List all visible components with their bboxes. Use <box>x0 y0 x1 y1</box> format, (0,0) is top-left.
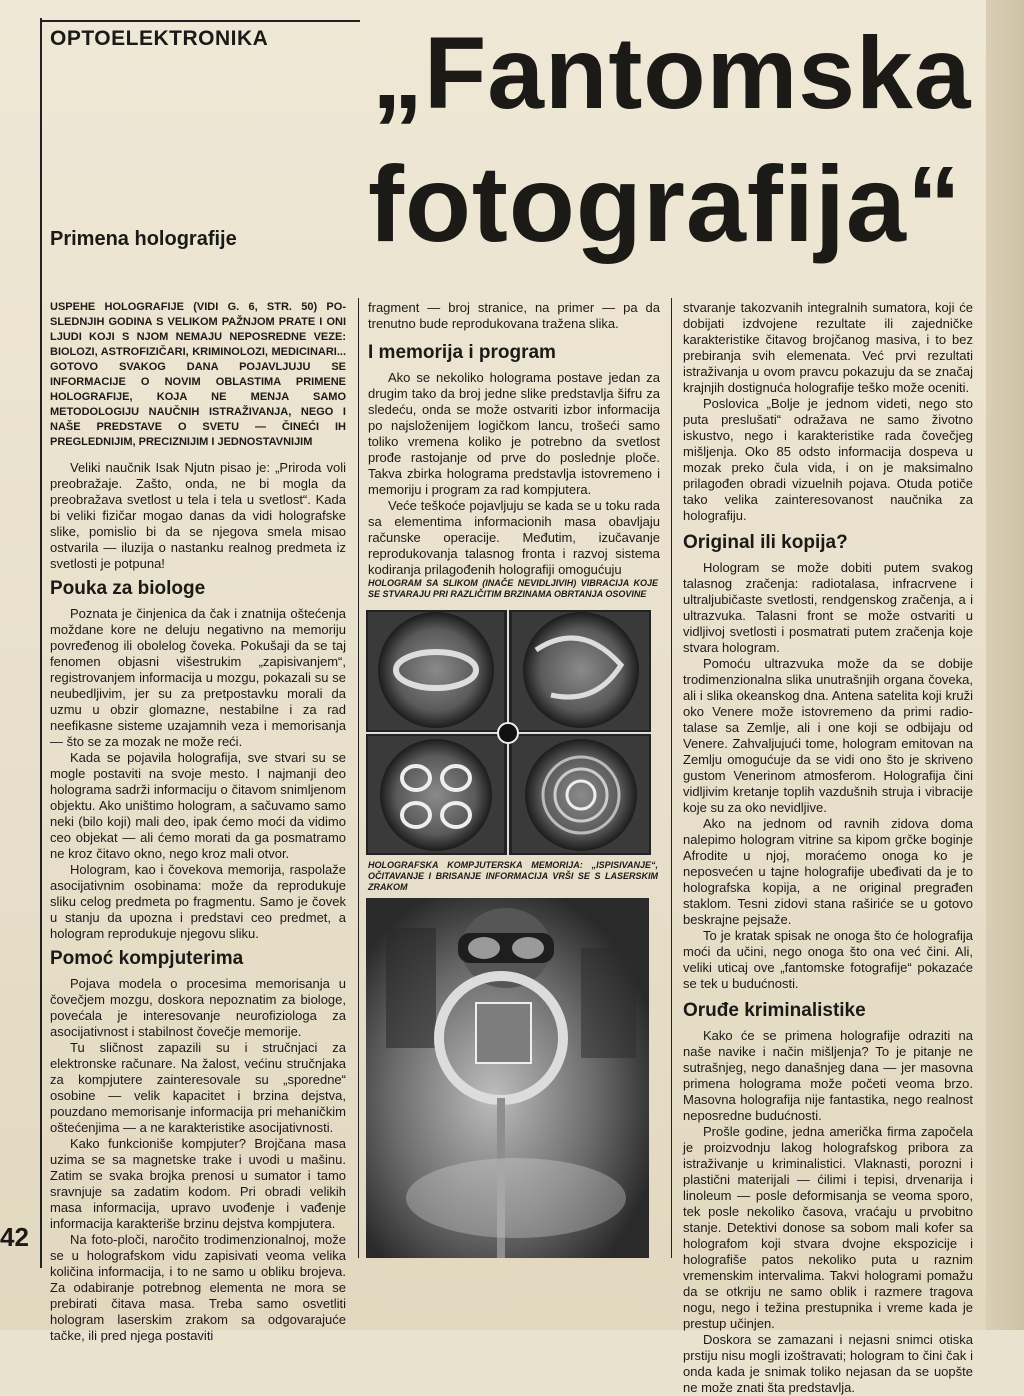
title-line-2: fotografija“ <box>368 143 962 264</box>
paragraph: To je kratak spisak ne onoga što će holografija moći da učini, nego onoga što ona već čini. Ali, veliki uticaj ove „fantomske fotografije“ pokazaće se tek u budućnosti. <box>683 928 973 991</box>
paragraph: Veliki naučnik Isak Njutn pisao je: „Priroda voli preobražaje. Zašto, onda, ne bi mogla da preobražava svetlost u tela i tela u svetlost“. Kada bi veliki fizičar mogao danas da vidi holografske slike, pomislio bi da se njegova smela misao ostvarila — iluzija o nastanku realnog predmeta iz svetlosti je potpuna! <box>50 460 346 571</box>
caption-1-block <box>368 578 658 606</box>
paragraph: stvaranje takozvanih integralnih sumatora, koji će dobijati izdvojene rezultate ili zajedničke karakteristike čitavog brojčanog masiva, i to bez prebiranja svih elemenata. Već prvi rezultati istraživanja u ovom pravcu pokazuju da se značaj krajnjih dostignuća holografije teško može oceniti. <box>683 300 973 395</box>
paragraph: fragment — broj stranice, na primer — pa da trenutno bude reprodukovana tražena slika. <box>368 300 660 331</box>
column-1 <box>50 300 346 1344</box>
col-rule-1 <box>358 298 359 1258</box>
paragraph: Ako se nekoliko holograma postave jedan za drugim tako da broj jedne slike predstavlja šifru za sledeću, onda se može ostvariti izbor informacija po najsloženijem logičkom lancu, trošeći samo toliko vremena koliko je potrebno da svetlost prođe rastojanje od prve do poslednje ploče. Takva zbirka holograma predstavlja istovremeno i memoriju i program za rad kompjutera. <box>368 370 660 497</box>
heading-original-ili-kopija: Original ili kopija? <box>683 532 848 553</box>
paragraph: Pomoću ultrazvuka može da se dobije trodimenzionalna slika unutrašnjih organa čoveka, ali i slika okeanskog dna. Antena satelita koji kruži oko Venere može istovremeno da primi radio-talase sa Zemlje, ali i one koji se odbijaju od Venere. Zahvaljujući tome, hologram emitovan na Zemlju omogućuje da se vidi ono što je skriveno gustom Venerinom atmosferom. Holografija čini vidljivim kretanje toplih vazdušnih struja i vibracije koje su za oko nevidljive. <box>683 656 973 815</box>
laser-memory-photo <box>366 898 649 1258</box>
paragraph: Poznata je činjenica da čak i znatnija oštećenja moždane kore ne deluju negativno na memoriju povređenog ili obolelog čoveka. Pokušaji da se taj fenomen objasni višestrukim „zapisivanjem“, registrovanjem informacija u mozgu, pokazali su se neubedljivim, jer su za pretpostavku morali da uzmu u obzir glomazne, nestabilne i za rad neefikasne sisteme uzajamnih veza i memorisanja — što se za mozak ne može reći. <box>50 606 346 749</box>
subtitle: Primena holografije <box>50 228 237 250</box>
paragraph: Kada se pojavila holografija, sve stvari su se mogle postaviti na svoje mesto. I najmanji deo holograma sadrži informaciju o čitavom snimljenom objektu. Ako uništimo hologram, a sačuvamo samo neki (bilo koji) mali deo, ipak ćemo moći da vidimo ceo objekat — ali ćemo morati da ga posmatramo ne kroz čitavo okno, nego kroz mali otvor. <box>50 750 346 861</box>
top-rule <box>40 20 360 22</box>
paragraph: Hologram, kao i čovekova memorija, raspolaže asocijativnim osobinama: može da reprodukuje sliku celog predmeta po fragmentu. Samo je čovek u stanju da upozna i predstavi ceo predmet, a hologram reprodukuje njegovu sliku. <box>50 862 346 941</box>
caption-vibrations: HOLOGRAM SA SLIKOM (INAČE NEVIDLJIVIH) VIBRACIJA KOJE SE STVARAJU PRI RAZLIČITIM BRZINAMA OBRTANJA OSOVINE <box>368 578 658 599</box>
section-label: OPTOELEKTRONIKA <box>50 27 269 50</box>
paragraph: Hologram se može dobiti putem svakog talasnog zračenja: radiotalasa, infracrvene i ultraljubičaste svetlosti, rendgenskog zračenja, a i ultrazvuka. Talasni front se može ostvariti u vidljivoj svetlosti i posmatrati putem zračenja koje stvara hologram. <box>683 560 973 655</box>
caption-2-block <box>368 860 658 899</box>
page-number: 42 <box>0 1222 29 1252</box>
left-rule <box>40 18 42 1268</box>
title-line-1: „Fantomska <box>372 16 972 130</box>
paragraph: Veće teškoće pojavljuju se kada se u toku rada sa elementima informacionih masa obavljaju računske operacije. Međutim, izučavanje reprodukovanja talasnog fronta i razvoj sistema kodiranja prilagođenih holografiji omogućuju <box>368 498 660 577</box>
heading-memorija-i-program: I memorija i program <box>368 342 556 363</box>
paragraph: Doskora se zamazani i nejasni snimci otiska prstiju nisu mogli izoštravati; hologram to čini čak i onda kada je snimak toliko nejasan da se uopšte ne može znati šta predstavlja. <box>683 1332 973 1395</box>
paragraph: Poslovica „Bolje je jednom videti, nego sto puta preslušati“ odražava ne samo životno iskustvo, nego i karakteristike rada čovečjeg mišljenja. Oko 85 odsto informacija dospeva u mozak preko čula vida, i on je maksimalno prilagođen obradi vizuelnih pojava. Otuda potiče tako velika zainteresovanost naučnika za holografiju. <box>683 396 973 523</box>
col-rule-2 <box>671 298 672 1258</box>
paragraph: Na foto-ploči, naročito trodimenzionalnoj, može se u holografskom vidu zapisivati veoma velika količina informacija, i to ne samo u obliku brojeva. Za odabiranje potrebnog elementa ne mora se prebirati čitava masa. Treba samo osvetliti hologram laserskim zrakom sa odgovarajuće tačke, ili pred njega postaviti <box>50 1232 346 1343</box>
vibration-hologram-photo <box>366 610 651 855</box>
laser-memory-image <box>366 898 649 1258</box>
paragraph: Tu sličnost zapazili su i stručnjaci za elektronske računare. Na žalost, većinu stručnjaka za kompjutere zainteresovale su „sporedne“ osobine — velik kapacitet i brzina dejstva, pouzdano memorisanje informacija pri mehaničkim oštećenjima — a ne karakteristike asocijativnosti. <box>50 1040 346 1135</box>
caption-memory: HOLOGRAFSKA KOMPJUTERSKA MEMORIJA: „ISPISIVANJE“, OČITAVANJE I BRISANJE INFORMACIJA VRŠI SE S LASERSKIM ZRAKOM <box>368 860 658 892</box>
heading-orudje-kriminalistike: Oruđe kriminalistike <box>683 1000 866 1021</box>
paragraph: Ako na jednom od ravnih zidova doma nalepimo hologram vitrine sa kipom grčke boginje Afrodite u njoj, moraćemo onoga ko je neposvećen u tajne holografije ubeđivati da je to holografska kopija, a ne original pregrađen staklom. Tesni zidovi stana raširiće se u gotovo beskrajne pejsaže. <box>683 816 973 927</box>
column-2 <box>368 300 660 578</box>
heading-pomoc-kompjuterima: Pomoć kompjuterima <box>50 948 244 969</box>
vibration-hologram-image <box>366 610 651 855</box>
lead-paragraph: USPEHE HOLOGRAFIJE (VIDI G. 6, STR. 50) PO-SLEDNJIH GODINA S VELIKOM PAŽNJOM PRATE I ONI LJUDI KOJI S NJOM NEMAJU NEPOSREDNE VEZE: BIOLOZI, ASTROFIZIČARI, KRIMINOLOZI, MEDICINARI... GOTOVO SVAKOG DANA POJAVLJUJU SE INFORMACIJE O NOVIM OBLASTIMA PRIMENE HOLOGRAFIJE, KOJA NE MENJA SAMO METODOLOGIJU NAUČNIH ISTRAŽIVANJA, NEGO I NAŠE PREDSTAVE O SVETU — ČINEĆI IH PREGLEDNIJIM, PRECIZNIJIM I JEDNOSTAVNIJIM <box>50 301 346 448</box>
paragraph: Pojava modela o procesima memorisanja u čovečjem mozgu, doskora nepoznatim za biologe, povećala je interesovanje neurofiziologa za asocijativnost i stabilnost čovečje memorije. <box>50 976 346 1039</box>
column-3 <box>683 300 973 1396</box>
paragraph: Prošle godine, jedna američka firma započela je proizvodnju lakog holografskog pribora za istraživanje u kriminalistici. Vlaknasti, porozni i plastični materijali — ćilimi i tepisi, drvenarija i linoleum — posle deformisanja se veoma sporo, tek posle nekoliko časova, vraćaju u prvobitno stanje. Detektivi donose sa sobom mali kofer sa holografom koji stvara dvojne ekspozicije i holografiše patos nekoliko puta u raznim vremenskim intervalima. Takvi hologrami pomažu da se otkriju ne samo oblik i razmere tragova nogu, nego i težina prestupnika i vreme kada je prestup učinjen. <box>683 1124 973 1331</box>
page-edge <box>986 0 1024 1330</box>
paragraph: Kako će se primena holografije odraziti na naše navike i način mišljenja? To je pitanje ne sutrašnjeg, nego današnjeg dana — jer masovna primena holograma može početi veoma brzo. Masovna holografija nije fantastika, nego realnost neposredne budućnosti. <box>683 1028 973 1123</box>
paragraph: Kako funkcioniše kompjuter? Brojčana masa uzima se sa magnetske trake i uvodi u mašinu. Zatim se svaka brojka prenosi u sumator i tamo sravnjuje sa zadatim kodom. Pri obradi velikih masa informacija, upravo uvođenje i vađenje informacija karakteriše brzinu dejstva kompjutera. <box>50 1136 346 1231</box>
heading-pouka-za-biologe: Pouka za biologe <box>50 578 206 599</box>
